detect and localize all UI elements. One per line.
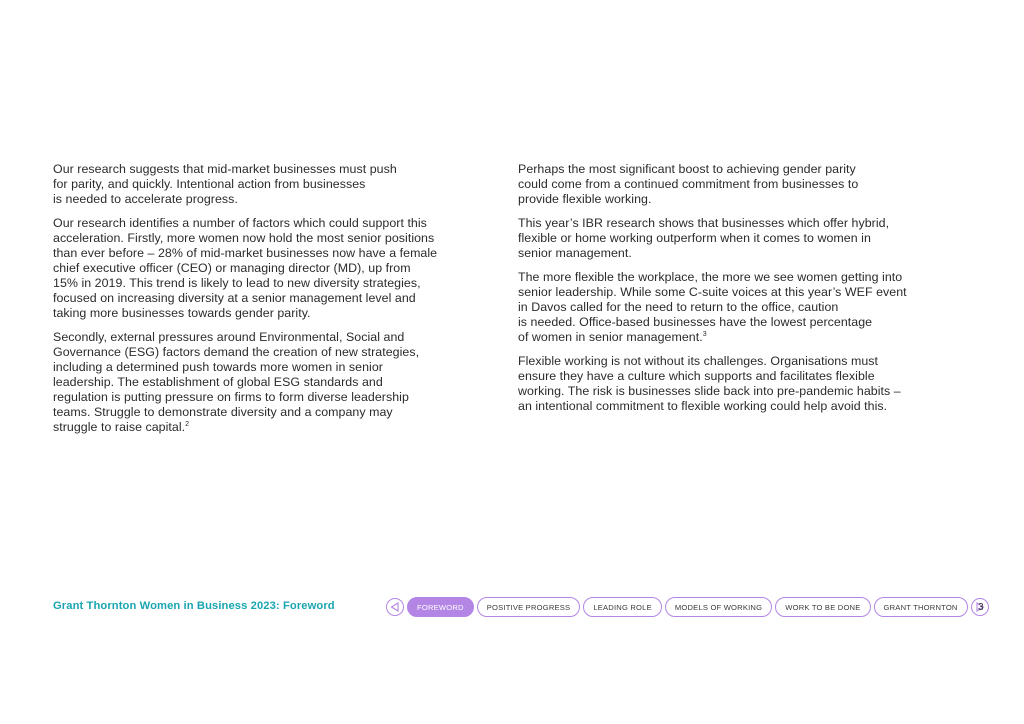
paragraph: Flexible working is not without its challenges. Organisations must ensure they have a culture which supports and facilitates flexible working. The risk is businesses slide back into pre-pandemic habits – an intentional commitment to flexible working could help avoid this. [518, 354, 901, 413]
footnote-ref[interactable]: 2 [185, 421, 190, 428]
tab-models-of-working[interactable]: MODELS OF WORKING [665, 597, 772, 617]
paragraph: Our research identifies a number of factors which could support this acceleration. Firstly, more women now hold the most senior positions than ever before – 28% of mid-market businesses now have a female chief executive officer (CEO) or managing director (MD), up from 15% in 2019. This trend is likely to lead to new diversity strategies, focused on increasing diversity at a senior management level and taking more businesses towards gender parity. [53, 216, 438, 320]
paragraph: Perhaps the most significant boost to achieving gender parity could come from a continued commitment from businesses to provide flexible working. [518, 162, 859, 206]
tab-grant-thornton[interactable]: GRANT THORNTON [874, 597, 968, 617]
tab-work-to-be-done[interactable]: WORK TO BE DONE [775, 597, 870, 617]
paragraph [53, 330, 453, 435]
tab-positive-progress[interactable]: POSITIVE PROGRESS [477, 597, 581, 617]
paragraph-text: Secondly, external pressures around Environmental, Social and Governance (ESG) factors demand the creation of new strategies, including a determined push towards more women in senior leadership. The establishment of global ESG standards and regulation is putting pressure on firms to form diverse leadership teams. Struggle to demonstrate diversity and a company may struggle to raise capital. [53, 330, 420, 434]
tab-leading-role[interactable]: LEADING ROLE [583, 597, 662, 617]
document-title: Grant Thornton Women in Business 2023: Foreword [53, 600, 335, 612]
paragraph: Our research suggests that mid-market businesses must push for parity, and quickly. Intentional action from businesses is needed to accelerate progress. [53, 162, 397, 206]
right-text-column [518, 162, 918, 423]
paragraph: This year’s IBR research shows that businesses which offer hybrid, flexible or home working outperform when it comes to women in senior management. [518, 216, 890, 260]
paragraph [518, 270, 918, 345]
triangle-left-icon [390, 602, 400, 612]
prev-page-button[interactable] [386, 598, 404, 616]
paragraph-text: The more flexible the workplace, the more we see women getting into senior leadership. While some C-suite voices at this year’s WEF event in Davos called for the need to return to the office, caution is needed. Office-based businesses have the lowest percentage of women in senior management. [518, 270, 907, 344]
tab-foreword[interactable]: FOREWORD [407, 597, 474, 617]
page-number: 3 [978, 602, 984, 613]
left-text-column [53, 162, 453, 444]
footnote-ref[interactable]: 3 [702, 331, 707, 338]
section-nav [386, 597, 989, 617]
